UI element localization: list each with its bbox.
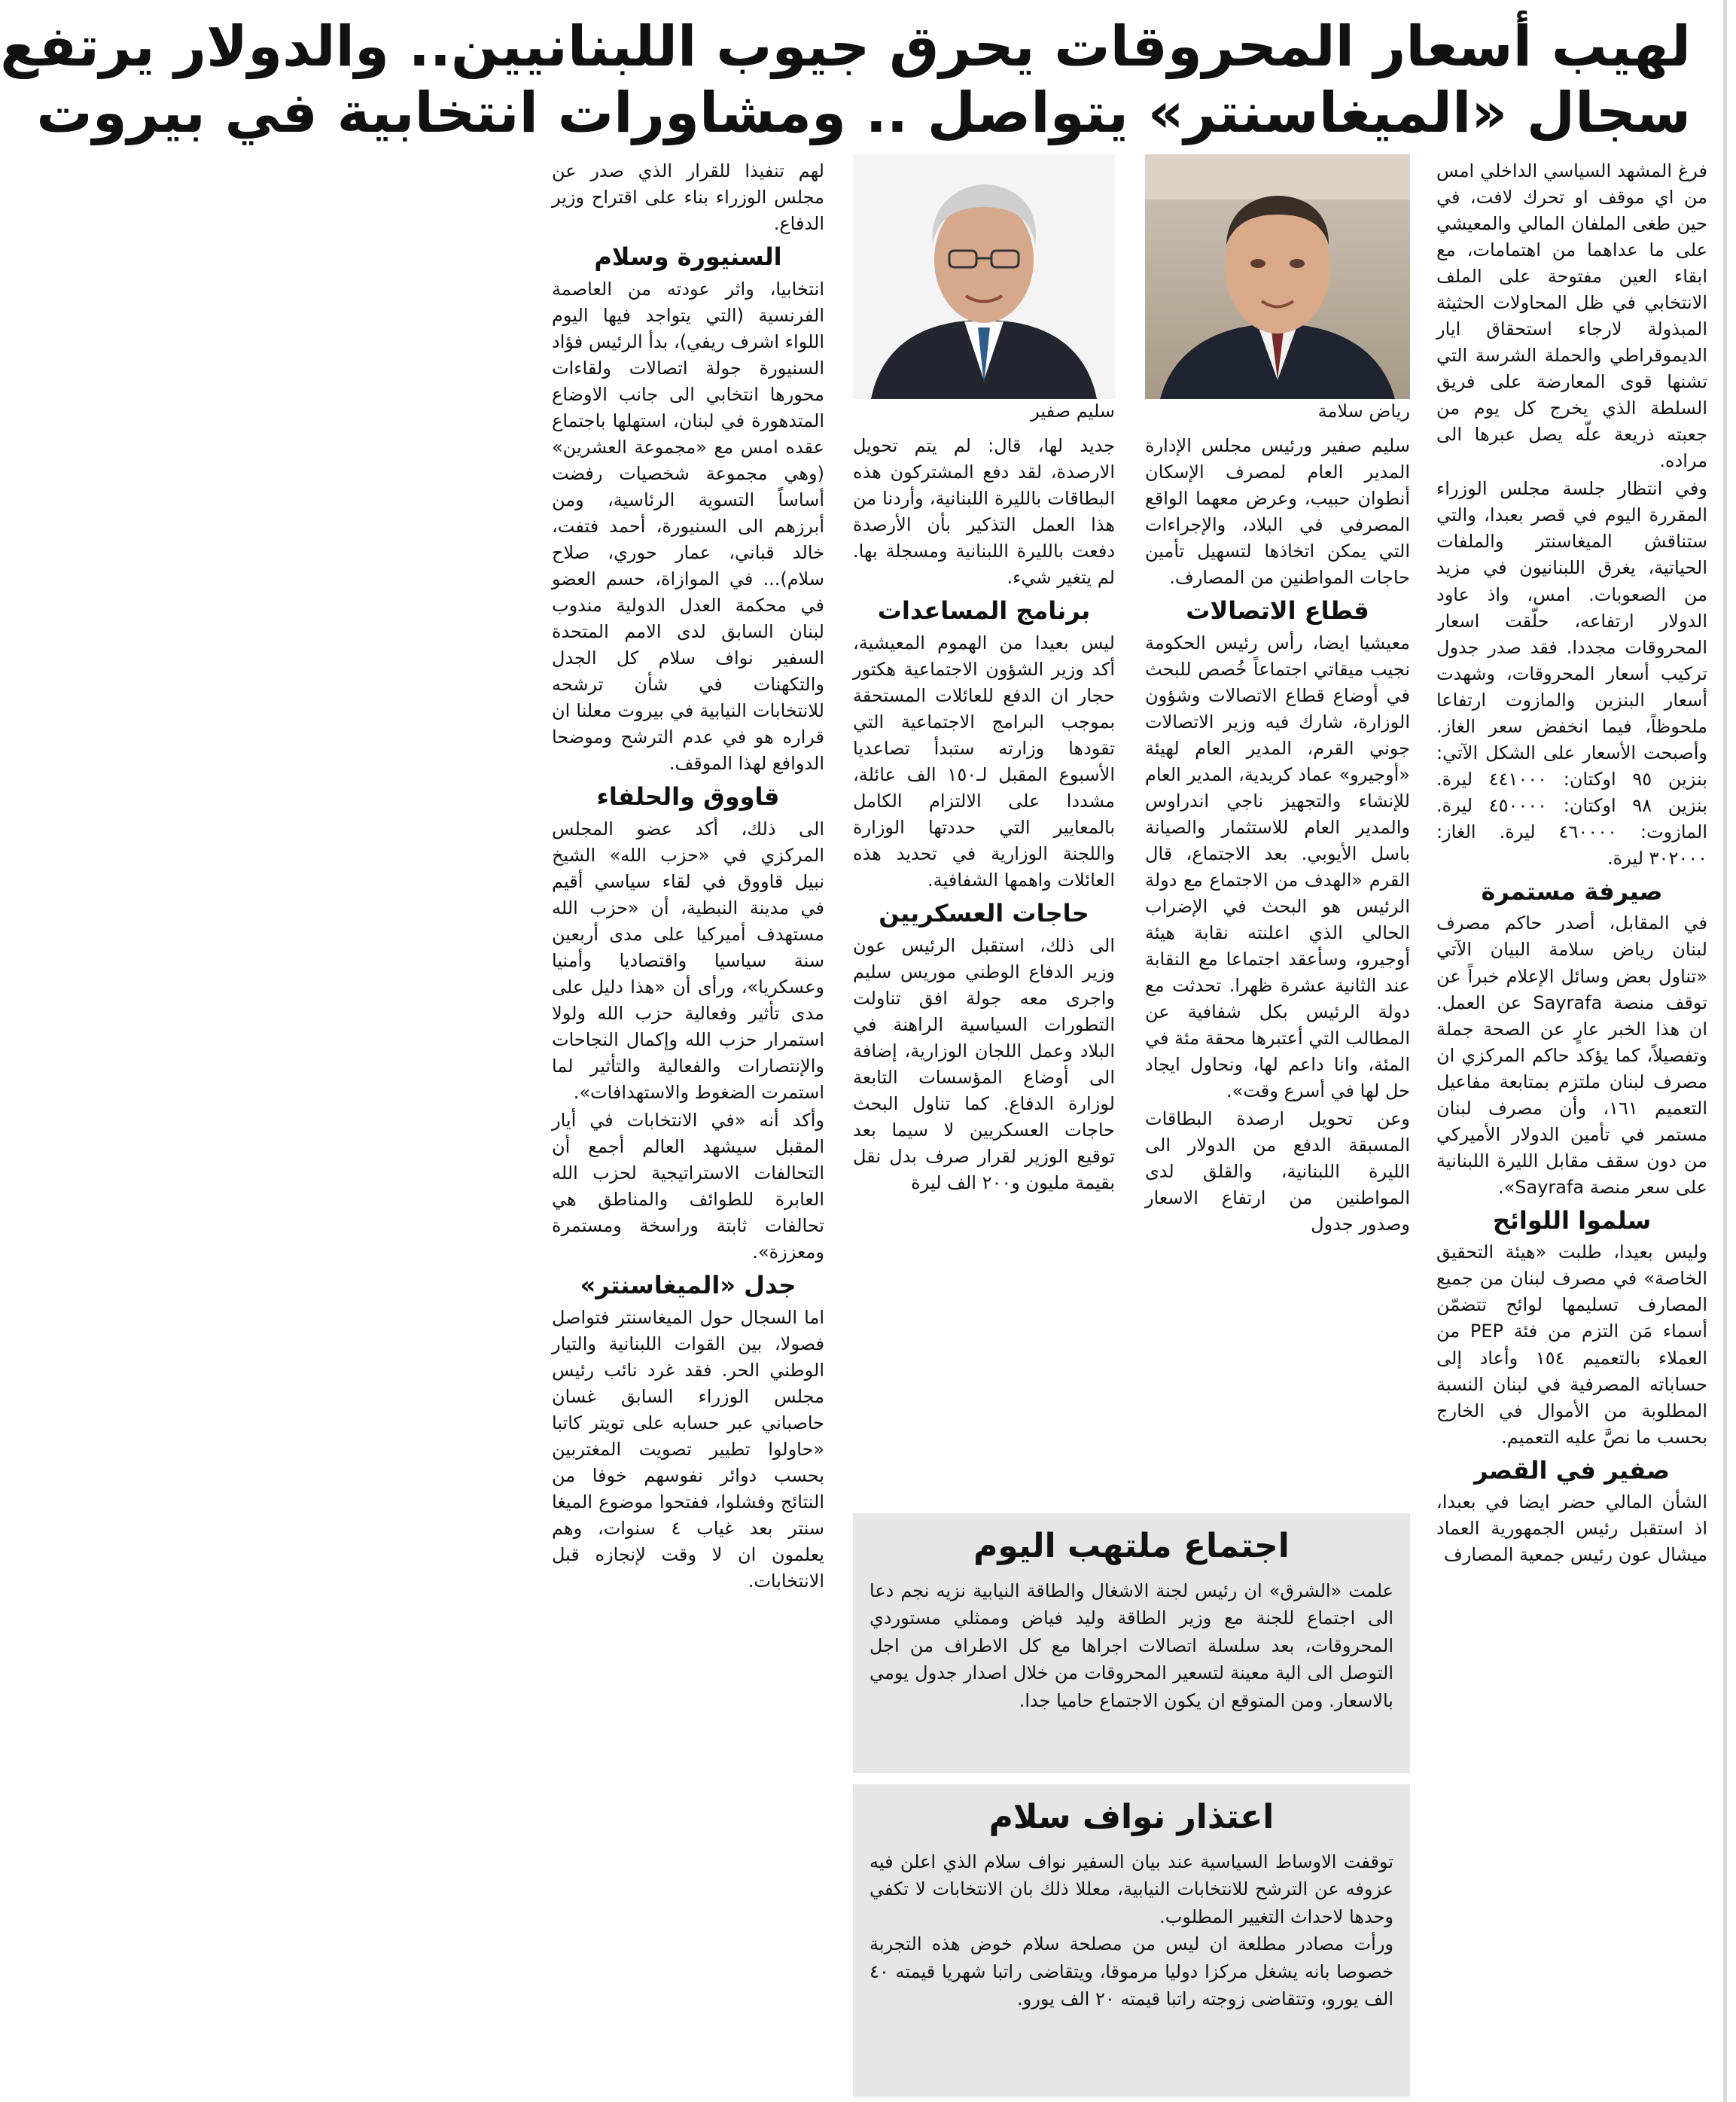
headline-line-2: سجال «الميغاسنتر» يتواصل .. ومشاورات انتخابية في بيروت	[36, 81, 1691, 145]
subhead-megacenter-debate: جدل «الميغاسنتر»	[580, 1271, 796, 1300]
photo-riad-salameh	[1145, 154, 1410, 399]
subhead-aid-program: برنامج المساعدات	[877, 596, 1091, 626]
col2-paragraph-3: وعن تحويل ارصدة البطاقات المسبقة الدفع من الدولار الى الليرة اللبنانية، والقلق لدى المواطنين من ارتفاع الاسعار وصدور جدول	[1145, 1108, 1410, 1235]
subhead-sayrafa: صيرفة مستمرة	[1481, 876, 1663, 906]
col1-paragraph-2: وفي انتظار جلسة مجلس الوزراء المقررة اليوم في قصر بعبدا، والتي ستناقش الميغاسنتر والملفات الحياتية، يغرق اللبنانيون في مزيد من الصعوبات. امس، واذ عاود الدولار ارتفاعه، حلّقت اسعار المحروقات مجددا. فقد صدر جدول تركيب أسعار المحروقات، وشهدت أسعار البنزين والمازوت ارتفاعا ملحوظاً، فيما انخفض سعر الغاز. وأصبحت الأسعار على الشكل الآتي: بنزين ٩٥ اوكتان: ٤٤١٠٠٠ ليرة. بنزين ٩٨ اوكتان: ٤٥٠٠٠٠ ليرة. المازوت: ٤٦٠٠٠٠ ليرة. الغاز: ٣٠٢٠٠٠ ليرة.	[1436, 478, 1708, 869]
col4-paragraph-3: الى ذلك، أكد عضو المجلس المركزي في «حزب الله» الشيخ نبيل قاووق في لقاء سياسي أقيم في مدينة النبطية، أن «حزب الله مستهدف أميركيا على مدى أربعين سنة سياسيا واقتصاديا وأمنيا وعسكريا»، ورأى أن «هذا دليل على مدى تأثير وفعالية حزب الله ولولا استمرار حزب الله وإكمال النجاحات والإنتصارات والفعالية والتأثير لما استمرت الضغوط والاستهدافات».	[552, 818, 824, 1104]
subhead-military-needs: حاجات العسكريين	[879, 899, 1089, 928]
subhead-lists: سلموا اللوائح	[1492, 1205, 1652, 1235]
box-title-salam-apology: اعتذار نواف سلام	[988, 1798, 1275, 1836]
photo-caption-salameh: رياض سلامة	[1317, 401, 1410, 422]
page-edge-rule	[1723, 0, 1727, 2102]
col2-paragraph-1: سليم صفير ورئيس مجلس الإدارة المدير العام لمصرف الإسكان أنطوان حبيب، وعرض معهما الواقع المصرفي في البلاد، والإجراءات التي يمكن اتخاذها لتسهيل تأمين حاجات المواطنين من المصارف.	[1145, 435, 1410, 589]
col1-paragraph-4: وليس بعيدا، طلبت «هيئة التحقيق الخاصة» في مصرف لبنان من جميع المصارف تسليمها لوائح تتضمّن أسماء مَن التزم من فئة PEP من العملاء بالتعميم ١٥٤ وأعاد إلى حساباته المصرفية في لبنان النسبة المطلوبة من الأموال في الخارج بحسب ما نصَّ عليه التعميم.	[1436, 1241, 1707, 1448]
col4-paragraph-2: انتخابيا، واثر عودته من العاصمة الفرنسية (التي يتواجد فيها اليوم اللواء اشرف ريفي)، بدأ الرئيس فؤاد السنيورة جولة اتصالات ولقاءات محورها انتخابي الى جانب الاوضاع المتدهورة في لبنان، استهلها باجتماع عقده امس مع «مجموعة العشرين» (وهي مجموعة شخصيات رفضت أساساً التسوية الرئاسية، ومن أبرزهم الى السنيورة، أحمد فتفت، خالد قباني، عمار حوري، صلاح سلام)... في الموازاة، حسم العضو في محكمة العدل الدولية مندوب لبنان السابق لدى الامم المتحدة السفير نواف سلام كل الجدل والتكهنات في شأن ترشحه للانتخابات النيابية في بيروت معلنا ان قراره هو في عدم الترشح وموضحا الدوافع لهذا الموقف.	[552, 278, 824, 775]
col4-paragraph-1: لهم تنفيذا للقرار الذي صدر عن مجلس الوزراء بناء على اقتراح وزير الدفاع.	[552, 160, 824, 235]
subhead-qaouk-allies: قاووق والحلفاء	[596, 782, 780, 812]
photo-caption-sfeir: سليم صفير	[1031, 401, 1115, 422]
col4-paragraph-4: وأكد أنه «في الانتخابات في أيار المقبل سيشهد العالم أجمع أن التحالفات الاستراتيجية لحزب الله العابرة للطوائف والمناطق هي تحالفات ثابتة وراسخة ومستمرة ومعززة».	[552, 1110, 824, 1263]
sidebar-box-heated-meeting	[853, 1513, 1410, 1773]
box-text-salam-apology-1: توقفت الاوساط السياسية عند بيان السفير نواف سلام الذي اعلن فيه عزوفه عن الترشح للانتخابات النيابية، معللا ذلك بان الانتخابات لا تكفي وحدها لاحداث التغيير المطلوب.	[870, 1851, 1393, 1927]
article-column-1	[1436, 158, 1707, 2097]
subhead-siniora-salam: السنيورة وسلام	[594, 242, 782, 272]
box-text-salam-apology-2: ورأت مصادر مطلعة ان ليس من مصلحة سلام خوض هذه التجربة خصوصا بانه يشغل مركزا دوليا مرموقا، ويتقاضى راتبا شهريا قيمته ٤٠ الف يورو، وتتقاضى زوجته راتبا قيمته ٢٠ الف يورو.	[870, 1933, 1393, 2010]
col3-paragraph-1: جديد لها، قال: لم يتم تحويل الارصدة، لقد دفع المشتركون هذه البطاقات بالليرة اللبنانية، وأردنا من هذا العمل التذكير بأن الأرصدة دفعت بالليرة اللبنانية ومسجلة بها. لم يتغير شيء.	[853, 435, 1115, 589]
col1-paragraph-5: الشأن المالي حضر ايضا في بعبدا، اذ استقبل رئيس الجمهورية العماد ميشال عون رئيس جمعية المصارف	[1436, 1491, 1707, 1566]
subhead-sfeir-palace: صفير في القصر	[1474, 1455, 1670, 1485]
box-title-heated-meeting: اجتماع ملتهب اليوم	[973, 1527, 1290, 1565]
col3-paragraph-3: الى ذلك، استقبل الرئيس عون وزير الدفاع الوطني موريس سليم واجرى معه جولة افق تناولت التطورات السياسية الراهنة في البلاد وعمل اللجان الوزارية، إضافة الى أوضاع المؤسسات التابعة لوزارة الدفاع. كما تناول البحث حاجات العسكريين لا سيما بعد توقيع الوزير لقرار صرف بدل نقل بقيمة مليون و٢٠٠ الف ليرة	[853, 934, 1115, 1193]
article-column-3	[853, 433, 1115, 1498]
col3-paragraph-2: ليس بعيدا من الهموم المعيشية، أكد وزير الشؤون الاجتماعية هكتور حجار ان الدفع للعائلات المستحقة بموجب البرامج الاجتماعية التي تقودها وزارته ستبدأ تصاعديا الأسبوع المقبل لـ١٥٠ الف عائلة، مشددا على الالتزام الكامل بالمعايير التي حددتها الوزارة واللجنة الوزارية في تحديد هذه العائلات واهمها الشفافية.	[853, 632, 1115, 891]
sidebar-box-salam-apology	[853, 1784, 1410, 2097]
box-text-heated-meeting: علمت «الشرق» ان رئيس لجنة الاشغال والطاقة النيابية نزيه نجم دعا الى اجتماع للجنة مع وزير الطاقة وليد فياض وممثلي مستوردي المحروقات، بعد سلسلة اتصالات اجراها مع كل الاطراف من اجل التوصل الى الية معينة لتسعير المحروقات من خلال اصدار جدول يومي بالاسعار. ومن المتوقع ان يكون الاجتماع حاميا جدا.	[870, 1580, 1393, 1711]
article-column-4	[552, 158, 824, 2097]
subhead-telecom: قطاع الاتصالات	[1186, 596, 1369, 626]
col4-paragraph-5: اما السجال حول الميغاسنتر فتواصل فصولا، بين القوات اللبنانية والتيار الوطني الحر. فقد غرد نائب رئيس مجلس الوزراء السابق غسان حاصباني عبر حسابه على تويتر كاتبا «حاولوا تطيير تصويت المغتربين بحسب دوائر نفوسهم خوفا من النتائج وفشلوا، ففتحوا موضوع الميغا سنتر بعد غياب ٤ سنوات، وهم يعلمون ان لا وقت لإنجازه قبل الانتخابات.	[552, 1307, 825, 1592]
article-column-2	[1145, 433, 1410, 1498]
photo-salim-sfeir	[853, 154, 1115, 399]
col2-paragraph-2: معيشيا ايضا، رأس رئيس الحكومة نجيب ميقاتي اجتماعاً خُصص للبحث في أوضاع قطاع الاتصالات وشؤون الوزارة، شارك فيه وزير الاتصالات جوني القرم، المدير العام لهيئة «أوجيرو» عماد كريدية، المدير العام للإنشاء والتجهيز ناجي اندراوس والمدير العام للاستثمار والصيانة باسل الأيوبي. بعد الاجتماع، قال القرم «الهدف من الاجتماع مع دولة الرئيس هو البحث في الإضراب الحالي الذي اعلنته نقابة هيئة أوجيرو، وسأعقد اجتماعا مع النقابة عند الثانية عشرة ظهرا. تحدثت مع دولة الرئيس بكل شفافية عن المطالب التي أعتبرها محقة مئة في المئة، وانا داعم لها، ونحاول ايجاد حل لها في أسرع وقت».	[1145, 632, 1410, 1102]
headline-line-1: لهيب أسعار المحروقات يحرق جيوب اللبنانيين.. والدولار يرتفع	[0, 14, 1691, 79]
col1-paragraph-3: في المقابل، أصدر حاكم مصرف لبنان رياض سلامة البيان الآتي «تناول بعض وسائل الإعلام خبراً عن توقف منصة Sayrafa عن العمل. ان هذا الخبر عارٍ عن الصحة جملة وتفصيلاً، كما يؤكد حاكم المركزي ان مصرف لبنان ملتزم بمتابعة مفاعيل التعميم ١٦١، وأن مصرف لبنان مستمر في تأمين الدولار الأميركي من دون سقف مقابل الليرة اللبنانية على سعر منصة Sayrafa».	[1436, 912, 1707, 1198]
col1-paragraph-1: فرغ المشهد السياسي الداخلي امس من اي موقف او تحرك لافت، في حين طغى الملفان المالي والمعيشي على ما عداهما من اهتمامات، مع ابقاء العين مفتوحة على الملف الانتخابي في ظل المحاولات الحثيثة المبذولة لارجاء استحقاق ايار الديموقراطي والحملة الشرسة التي تشنها قوى المعارضة على فريق السلطة الذي يخرج كل يوم من جعبته ذريعة علّه يصل عبرها الى مراده.	[1436, 160, 1707, 472]
